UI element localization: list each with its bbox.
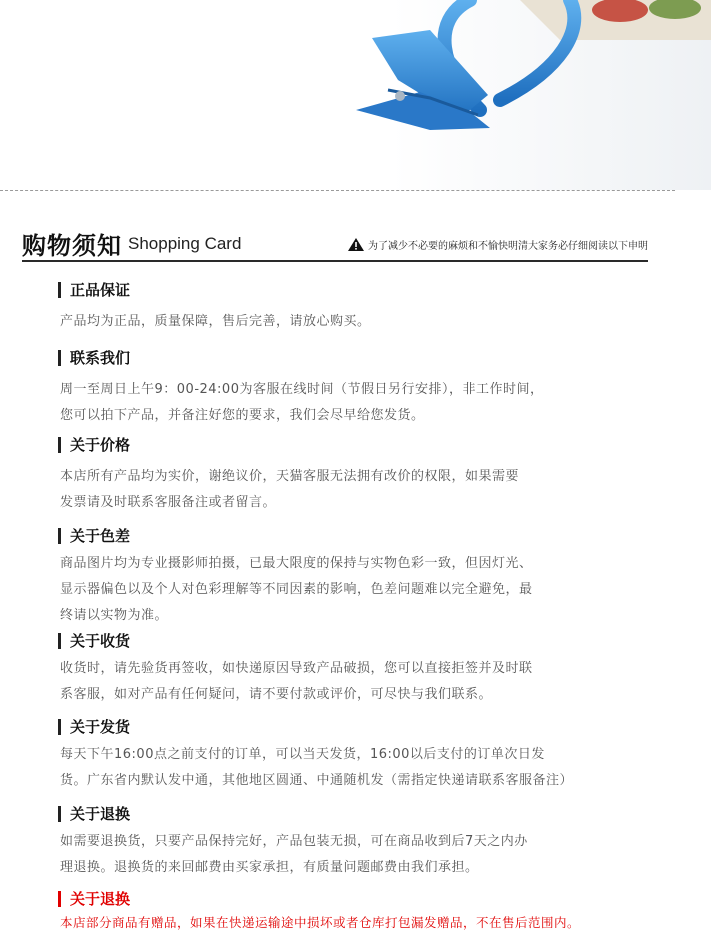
card-notice	[348, 237, 648, 252]
section-receiving	[58, 630, 648, 708]
section-line: 周一至周日上午9：00-24:00为客服在线时间（节假日另行安排），非工作时间，	[60, 382, 544, 397]
section-returns	[58, 803, 648, 881]
section-marker	[58, 891, 61, 907]
section-title: 关于色差	[70, 527, 131, 545]
warning-icon	[348, 238, 364, 251]
section-line: 每天下午16:00点之前支付的订单，可以当天发货，16:00以后支付的订单次日发	[60, 747, 545, 762]
section-line: 本店所有产品均为实价，谢绝议价，天猫客服无法拥有改价的权限，如果需要	[60, 469, 520, 484]
section-line: 理退换。退换货的来回邮费由买家承担，有质量问题邮费由我们承担。	[60, 860, 479, 875]
section-marker	[58, 282, 61, 298]
section-line: 您可以拍下产品，并备注好您的要求，我们会尽早给您发货。	[60, 408, 425, 423]
section-line: 发票请及时联系客服备注或者留言。	[60, 495, 277, 510]
section-title: 关于退换	[70, 890, 131, 908]
section-title: 关于发货	[70, 718, 131, 736]
section-title: 关于退换	[70, 805, 131, 823]
dashed-divider	[0, 190, 675, 191]
clip-illustration	[0, 0, 711, 190]
section-line: 收货时，请先验货再签收，如快递原因导致产品破损，您可以直接拒签并及时联	[60, 661, 533, 676]
section-marker	[58, 350, 61, 366]
section-marker	[58, 437, 61, 453]
card-title: 购物须知	[22, 232, 122, 260]
card-subtitle: Shopping Card	[128, 234, 242, 253]
section-shipping	[58, 716, 648, 794]
clip-rivet	[395, 91, 405, 101]
notice-text: 为了减少不必要的麻烦和不愉快明清大家务必仔细阅读以下申明	[368, 241, 648, 252]
section-marker	[58, 806, 61, 822]
shopping-card-header	[22, 226, 648, 262]
section-title: 关于收货	[70, 632, 131, 650]
section-line: 货。广东省内默认发中通，其他地区圆通、中通随机发（需指定快递请联系客服备注）	[60, 773, 574, 788]
section-marker	[58, 719, 61, 735]
section-line: 商品图片均为专业摄影师拍摄，已最大限度的保持与实物色彩一致，但因灯光、	[60, 556, 533, 571]
section-marker	[58, 633, 61, 649]
section-title: 正品保证	[70, 281, 131, 299]
section-title: 关于价格	[70, 436, 131, 454]
product-image	[0, 0, 711, 190]
section-title: 联系我们	[70, 349, 131, 367]
section-gift-policy	[58, 888, 648, 934]
section-color-difference	[58, 525, 648, 629]
section-line: 本店部分商品有赠品，如果在快递运输途中损坏或者仓库打包漏发赠品，不在售后范围内。	[60, 915, 581, 930]
section-line: 产品均为正品，质量保障，售后完善，请放心购买。	[60, 314, 371, 329]
section-line: 终请以实物为准。	[60, 608, 169, 623]
section-genuine	[58, 279, 648, 335]
section-price	[58, 434, 648, 516]
section-line: 系客服，如对产品有任何疑问，请不要付款或评价，可尽快与我们联系。	[60, 687, 493, 702]
section-line: 显示器偏色以及个人对色彩理解等不同因素的影响，色差问题难以完全避免，最	[60, 582, 533, 597]
section-contact	[58, 347, 648, 429]
section-marker	[58, 528, 61, 544]
section-line: 如需要退换货，只要产品保持完好，产品包装无损，可在商品收到后7天之内办	[60, 834, 528, 849]
